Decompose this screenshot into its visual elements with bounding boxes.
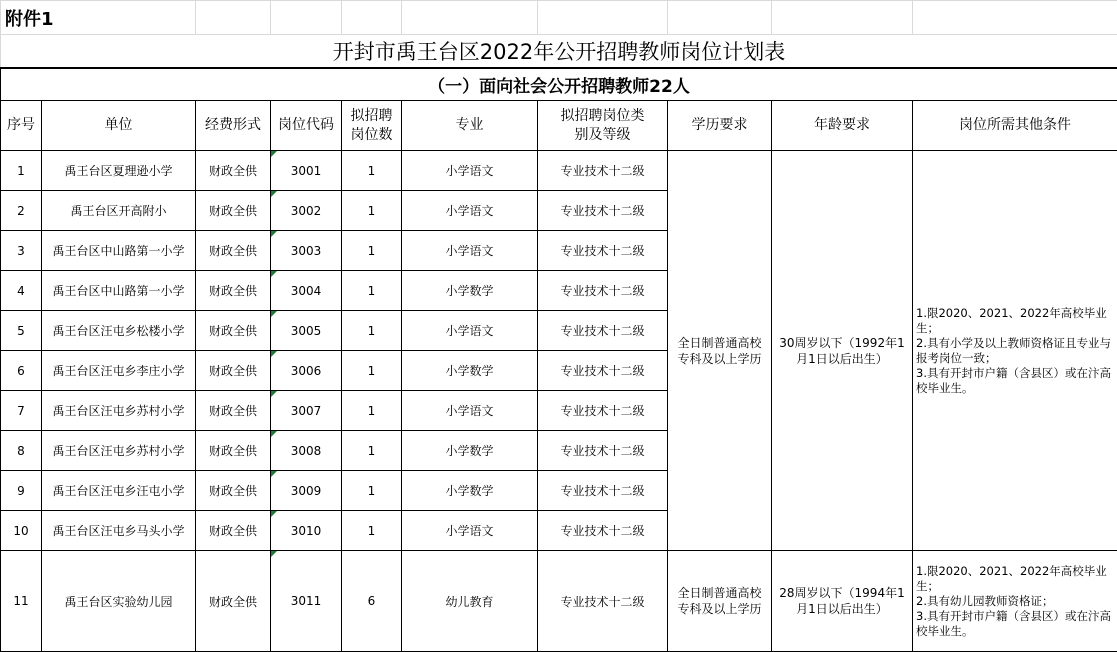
funding-cell[interactable]: 财政全供 — [196, 351, 271, 391]
unit-cell[interactable]: 禹王台区汪屯乡马头小学 — [42, 511, 196, 551]
count-cell[interactable]: 1 — [342, 431, 402, 471]
code-value: 3007 — [291, 404, 322, 418]
code-cell[interactable] — [271, 511, 342, 551]
code-value: 3001 — [291, 164, 322, 178]
cell-marker-icon — [271, 231, 277, 237]
cell-marker-icon — [271, 271, 277, 277]
cell[interactable] — [271, 1, 342, 35]
unit-cell[interactable]: 禹王台区汪屯乡苏村小学 — [42, 431, 196, 471]
category-cell[interactable]: 专业技术十二级 — [538, 271, 668, 311]
unit-cell[interactable]: 禹王台区汪屯乡李庄小学 — [42, 351, 196, 391]
header-other[interactable]: 岗位所需其他条件 — [913, 101, 1117, 151]
education-cell[interactable]: 全日制普通高校专科及以上学历 — [668, 151, 772, 551]
funding-cell[interactable]: 财政全供 — [196, 231, 271, 271]
seq-cell[interactable]: 11 — [1, 551, 42, 652]
header-count[interactable]: 拟招聘岗位数 — [342, 101, 402, 151]
age-cell[interactable]: 28周岁以下（1994年1月1日以后出生） — [772, 551, 913, 652]
category-cell[interactable]: 专业技术十二级 — [538, 551, 668, 652]
header-major[interactable]: 专业 — [402, 101, 538, 151]
major-cell[interactable]: 小学数学 — [402, 271, 538, 311]
sheet-top-rows — [0, 0, 1117, 68]
major-cell[interactable]: 小学语文 — [402, 231, 538, 271]
seq-cell[interactable]: 8 — [1, 431, 42, 471]
condition-line: 3.具有开封市户籍（含县区）或在汴高校毕业生。 — [916, 366, 1117, 396]
condition-line: 2.具有小学及以上教师资格证且专业与报考岗位一致； — [916, 336, 1117, 366]
category-cell[interactable]: 专业技术十二级 — [538, 351, 668, 391]
unit-cell[interactable]: 禹王台区中山路第一小学 — [42, 231, 196, 271]
funding-cell[interactable]: 财政全供 — [196, 191, 271, 231]
code-cell[interactable] — [271, 551, 342, 652]
seq-cell[interactable]: 7 — [1, 391, 42, 431]
major-cell[interactable]: 小学数学 — [402, 431, 538, 471]
seq-cell[interactable]: 3 — [1, 231, 42, 271]
header-unit[interactable]: 单位 — [42, 101, 196, 151]
category-cell[interactable]: 专业技术十二级 — [538, 471, 668, 511]
seq-cell[interactable]: 5 — [1, 311, 42, 351]
header-category[interactable]: 拟招聘岗位类别及等级 — [538, 101, 668, 151]
section-title[interactable]: （一）面向社会公开招聘教师22人 — [1, 69, 1117, 101]
condition-line: 1.限2020、2021、2022年高校毕业生； — [916, 306, 1117, 336]
header-code[interactable]: 岗位代码 — [271, 101, 342, 151]
unit-cell[interactable]: 禹王台区汪屯乡松楼小学 — [42, 311, 196, 351]
count-cell[interactable]: 1 — [342, 231, 402, 271]
code-cell[interactable] — [271, 191, 342, 231]
seq-cell[interactable]: 9 — [1, 471, 42, 511]
code-cell[interactable] — [271, 351, 342, 391]
code-value: 3002 — [291, 204, 322, 218]
count-cell[interactable]: 1 — [342, 511, 402, 551]
cell[interactable] — [668, 1, 772, 35]
annex-label[interactable]: 附件1 — [1, 1, 196, 35]
category-cell[interactable]: 专业技术十二级 — [538, 311, 668, 351]
category-cell[interactable]: 专业技术十二级 — [538, 191, 668, 231]
category-cell[interactable]: 专业技术十二级 — [538, 391, 668, 431]
unit-cell[interactable]: 禹王台区实验幼儿园 — [42, 551, 196, 652]
code-value: 3005 — [291, 324, 322, 338]
header-row — [1, 101, 1117, 151]
code-value: 3011 — [291, 594, 322, 608]
code-value: 3009 — [291, 484, 322, 498]
cell-marker-icon — [271, 351, 277, 357]
code-value: 3006 — [291, 364, 322, 378]
cell-marker-icon — [271, 391, 277, 397]
major-cell[interactable]: 小学语文 — [402, 511, 538, 551]
header-seq[interactable]: 序号 — [1, 101, 42, 151]
cell-marker-icon — [271, 511, 277, 517]
count-cell[interactable]: 1 — [342, 311, 402, 351]
funding-cell[interactable]: 财政全供 — [196, 391, 271, 431]
funding-cell[interactable]: 财政全供 — [196, 431, 271, 471]
major-cell[interactable]: 幼儿教育 — [402, 551, 538, 652]
unit-cell[interactable]: 禹王台区开高附小 — [42, 191, 196, 231]
code-cell[interactable] — [271, 271, 342, 311]
cell-marker-icon — [271, 431, 277, 437]
seq-cell[interactable]: 10 — [1, 511, 42, 551]
code-cell[interactable] — [271, 431, 342, 471]
cell-marker-icon — [271, 151, 277, 157]
page-title[interactable]: 开封市禹王台区2022年公开招聘教师岗位计划表 — [1, 35, 1117, 68]
category-cell[interactable]: 专业技术十二级 — [538, 151, 668, 191]
code-cell[interactable] — [271, 471, 342, 511]
cell[interactable] — [402, 1, 538, 35]
category-cell[interactable]: 专业技术十二级 — [538, 231, 668, 271]
cell[interactable] — [913, 1, 1117, 35]
cell[interactable] — [772, 1, 913, 35]
condition-line: 1.限2020、2021、2022年高校毕业生； — [916, 564, 1117, 594]
cell[interactable] — [196, 1, 271, 35]
code-value: 3003 — [291, 244, 322, 258]
major-cell[interactable]: 小学语文 — [402, 191, 538, 231]
condition-line: 2.具有幼儿园教师资格证； — [916, 594, 1117, 609]
code-cell[interactable] — [271, 391, 342, 431]
cell-marker-icon — [271, 311, 277, 317]
table-row — [1, 551, 1117, 652]
unit-cell[interactable]: 禹王台区汪屯乡汪屯小学 — [42, 471, 196, 511]
cell-marker-icon — [271, 191, 277, 197]
code-value: 3008 — [291, 444, 322, 458]
code-cell[interactable] — [271, 151, 342, 191]
unit-cell[interactable]: 禹王台区汪屯乡苏村小学 — [42, 391, 196, 431]
seq-cell[interactable]: 6 — [1, 351, 42, 391]
education-cell[interactable]: 全日制普通高校专科及以上学历 — [668, 551, 772, 652]
count-cell[interactable]: 6 — [342, 551, 402, 652]
seq-cell[interactable]: 4 — [1, 271, 42, 311]
funding-cell[interactable]: 财政全供 — [196, 151, 271, 191]
count-cell[interactable]: 1 — [342, 351, 402, 391]
code-cell[interactable] — [271, 231, 342, 271]
funding-cell[interactable]: 财政全供 — [196, 511, 271, 551]
category-cell[interactable]: 专业技术十二级 — [538, 511, 668, 551]
code-cell[interactable] — [271, 311, 342, 351]
seq-cell[interactable]: 1 — [1, 151, 42, 191]
code-value: 3004 — [291, 284, 322, 298]
funding-cell[interactable]: 财政全供 — [196, 551, 271, 652]
table-row — [1, 151, 1117, 191]
condition-line: 3.具有开封市户籍（含县区）或在汴高校毕业生。 — [916, 609, 1117, 639]
unit-cell[interactable]: 禹王台区夏理逊小学 — [42, 151, 196, 191]
major-cell[interactable]: 小学语文 — [402, 151, 538, 191]
funding-cell[interactable]: 财政全供 — [196, 471, 271, 511]
code-value: 3010 — [291, 524, 322, 538]
major-cell[interactable]: 小学数学 — [402, 471, 538, 511]
recruitment-table — [0, 68, 1117, 652]
count-cell[interactable]: 1 — [342, 191, 402, 231]
cell-marker-icon — [271, 471, 277, 477]
major-cell[interactable]: 小学语文 — [402, 311, 538, 351]
cell[interactable] — [538, 1, 668, 35]
age-cell[interactable]: 30周岁以下（1992年1月1日以后出生） — [772, 151, 913, 551]
cell[interactable] — [342, 1, 402, 35]
category-cell[interactable]: 专业技术十二级 — [538, 431, 668, 471]
seq-cell[interactable]: 2 — [1, 191, 42, 231]
other-conditions-cell[interactable] — [913, 551, 1117, 652]
header-funding[interactable]: 经费形式 — [196, 101, 271, 151]
major-cell[interactable]: 小学数学 — [402, 351, 538, 391]
unit-cell[interactable]: 禹王台区中山路第一小学 — [42, 271, 196, 311]
major-cell[interactable]: 小学语文 — [402, 391, 538, 431]
count-cell[interactable]: 1 — [342, 391, 402, 431]
header-education[interactable]: 学历要求 — [668, 101, 772, 151]
cell-marker-icon — [271, 551, 277, 557]
header-age[interactable]: 年龄要求 — [772, 101, 913, 151]
count-cell[interactable]: 1 — [342, 271, 402, 311]
other-conditions-cell[interactable] — [913, 151, 1117, 551]
count-cell[interactable]: 1 — [342, 471, 402, 511]
funding-cell[interactable]: 财政全供 — [196, 311, 271, 351]
funding-cell[interactable]: 财政全供 — [196, 271, 271, 311]
count-cell[interactable]: 1 — [342, 151, 402, 191]
